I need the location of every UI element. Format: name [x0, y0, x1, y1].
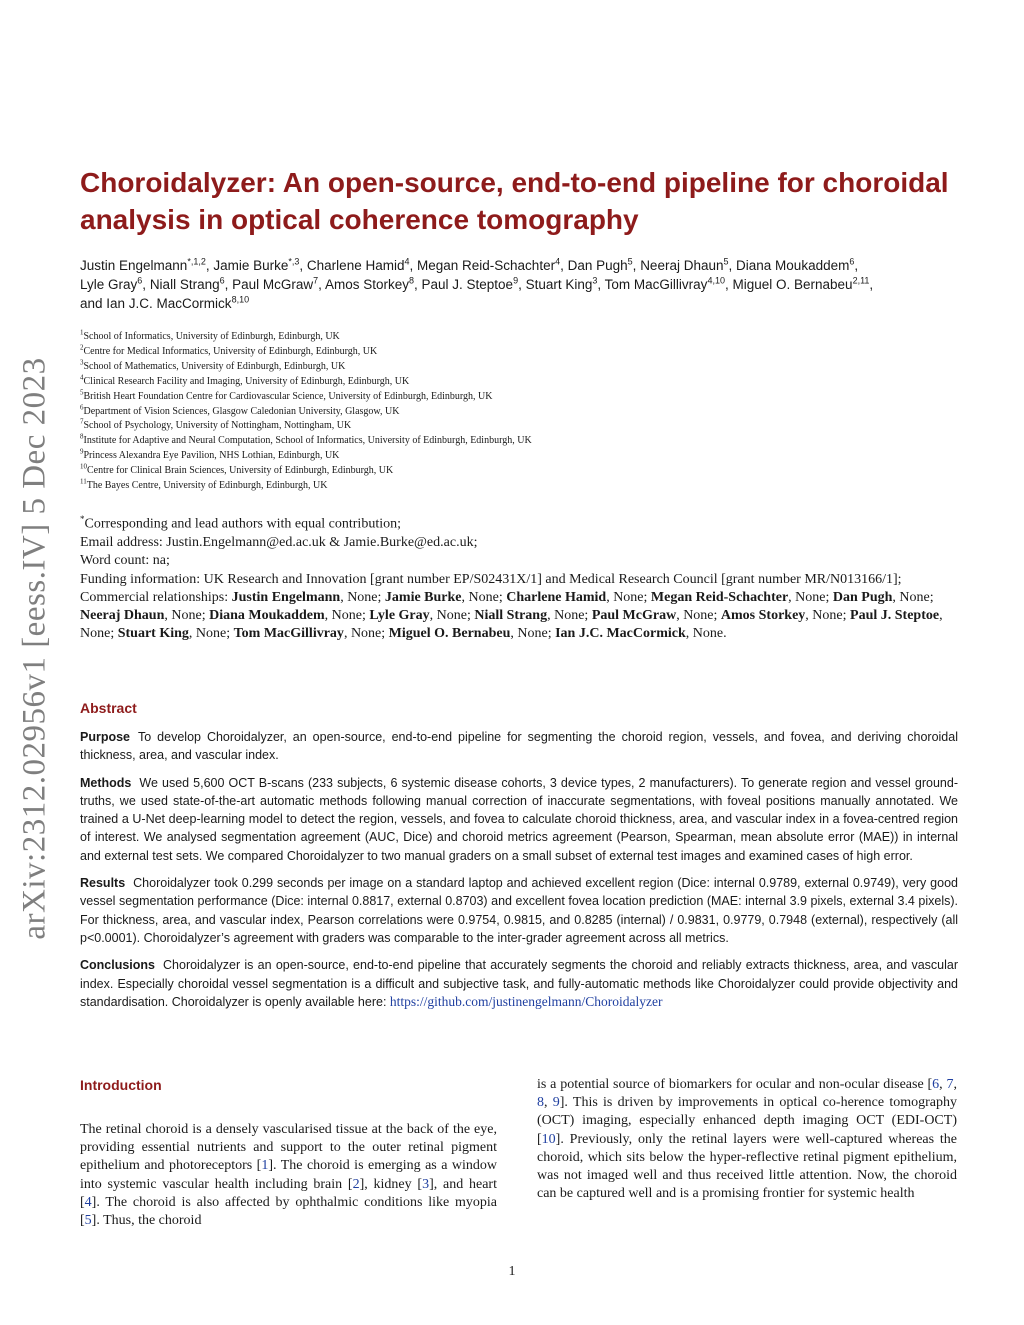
citation-link[interactable]: 8: [537, 1095, 544, 1111]
abstract-results: Results Choroidalyzer took 0.299 seconds per image on a standard laptop and achieved excellent region (Dice: internal 0.9789, external 0.9749), very good vessel segmentation performance (Dice: internal 0.8817, external 0.8703) and excellent fovea location prediction (MAE: internal 3.9 pixels, external 3.4 pixels). For thickness, area, and vascular index, Pearson correlations were 0.9754, 0.9815, and 0.8285 (internal) / 0.9831, 0.9779, 0.7948 (external), respectively (all p<0.0001). Choroidalyzer’s agreement with graders was comparable to the inter-grader agreement across all metrics.: [80, 876, 958, 945]
author-affiliation-marker: 6: [849, 256, 855, 267]
author-name: Neeraj Dhaun: [640, 258, 724, 273]
author-name: Diana Moukaddem: [736, 258, 850, 273]
author-name: Paul McGraw: [232, 277, 314, 292]
citation-link[interactable]: 10: [541, 1131, 556, 1147]
author-affiliation-marker: 6: [219, 275, 225, 286]
page-number: 1: [508, 1264, 516, 1279]
author-name: Megan Reid-Schachter: [417, 258, 556, 273]
author-name: Stuart King: [525, 277, 593, 292]
author-list: Justin Engelmann$^{*,1,2}$, Jamie Burke$^{*,3}$, Charlene Hamid$^4$, Megan Reid-Schachter$^4$, Dan Pugh$^5$, Neeraj Dhaun$^5$, Diana Moukaddem$^6$, Lyle Gray$^6$, Niall Strang$^6$, Paul McGraw$^7$, Amos Storkey$^8$, Paul J. Steptoe$^9$, Stuart King$^3$, Tom MacGillivray$^{4,10}$, Miguel O. Bernabeu$^{2,11}$, and Ian J.C. MacCormick$^{8,10}$: [80, 256, 874, 311]
author-name: Ian J.C. MacCormick: [106, 296, 232, 311]
citation-link[interactable]: 7: [946, 1077, 954, 1092]
affiliation-item: $^1$School of Informatics, University of Edinburgh, Edinburgh, UK: [80, 328, 340, 342]
author-affiliation-marker: 8,10: [231, 294, 250, 305]
author-affiliation-marker: 5: [723, 256, 729, 267]
abstract-heading: Abstract: [80, 700, 137, 716]
author-name: Charlene Hamid: [306, 258, 405, 273]
author-affiliation-marker: 4,10: [707, 275, 725, 286]
author-affiliation-marker: 6: [137, 275, 143, 286]
author-name: Dan Pugh: [567, 258, 628, 273]
citation-link[interactable]: 1: [261, 1158, 269, 1174]
affiliation-item: $^4$Clinical Research Facility and Imaging, University of Edinburgh, Edinburgh, UK: [80, 373, 410, 387]
correspondence-block: [80, 510, 958, 644]
affiliation-item: $^{11}$The Bayes Centre, University of Edinburgh, Edinburgh, UK: [80, 477, 328, 492]
affiliation-list: [80, 330, 960, 494]
affiliation-item: $^9$Princess Alexandra Eye Pavilion, NHS Lothian, Edinburgh, UK: [80, 447, 340, 462]
citation-link[interactable]: 4: [84, 1194, 92, 1210]
author-affiliation-marker: 9: [513, 275, 519, 286]
author-affiliation-marker: 4: [555, 256, 561, 267]
corresponding-note: *Corresponding and lead authors with equal contribution;: [80, 514, 401, 532]
citation-link[interactable]: 9: [552, 1095, 560, 1111]
author-affiliation-marker: *,1,2: [187, 256, 206, 267]
intro-left-column: The retinal choroid is a densely vascularised tissue at the back of the eye, providing essential nutrients and support to the outer retinal pigment epithelium and photoreceptors [1]. The choroid is emerging as a window into systemic vascular health including brain [2], kidney [3], and heart [4]. The choroid is also affected by ophthalmic conditions like myopia [5]. Thus, the choroid: [80, 1122, 497, 1229]
intro-right-column: is a potential source of biomarkers for ocular and non-ocular disease [6, 7, 8, 9]. This is driven by improvements in optical co-herence tomography (OCT) imaging, especially enhanced depth imaging OCT (EDI-OCT) [10]. Previously, only the retinal layers were well-captured whereas the choroid, which sits below the hyper-reflective retinal pigment epithelium, was not imaged well and thus received little attention. Now, the choroid can be captured well and is a promising frontier for systemic health: [537, 1077, 958, 1202]
author-affiliation-marker: *,3: [288, 256, 300, 267]
abstract-body: [80, 728, 958, 1020]
affiliation-item: $^7$School of Psychology, University of Nottingham, Nottingham, UK: [80, 418, 352, 432]
author-name: Jamie Burke: [213, 258, 289, 273]
funding-info: Funding information: UK Research and Innovation [grant number EP/S02431X/1] and Medical Research Council [grant number MR/N013166/1];: [80, 571, 902, 587]
abstract-purpose: Purpose To develop Choroidalyzer, an open-source, end-to-end pipeline for segmenting the choroid region, vessels, and fovea, and deriving choroidal thickness, area, and vascular index.: [80, 730, 958, 763]
author-affiliation-marker: 4: [404, 256, 410, 267]
title-line-2: analysis in optical coherence tomography: [80, 204, 639, 235]
author-name: Tom MacGillivray: [604, 277, 708, 292]
citation-link[interactable]: 2: [352, 1176, 360, 1192]
author-name: Paul J. Steptoe: [421, 277, 514, 292]
introduction-heading: Introduction: [80, 1077, 162, 1093]
author-affiliation-marker: 3: [592, 275, 598, 286]
arxiv-side-stamp: arXiv:2312.02956v1 [eess.IV] 5 Dec 2023: [16, 357, 53, 940]
citation-link[interactable]: 6: [932, 1077, 940, 1092]
citation-link[interactable]: 5: [84, 1213, 92, 1229]
word-count: Word count: na;: [80, 553, 170, 569]
author-affiliation-marker: 2,11: [852, 275, 870, 286]
author-name: Miguel O. Bernabeu: [732, 277, 853, 292]
affiliation-item: $^8$Institute for Adaptive and Neural Computation, School of Informatics, University of Edinburgh, Edinburgh, UK: [80, 433, 532, 447]
github-link[interactable]: https://github.com/justinengelmann/Choroidalyzer: [389, 993, 663, 1009]
affiliation-item: $^{10}$Centre for Clinical Brain Sciences, University of Edinburgh, Edinburgh, UK: [80, 462, 394, 477]
affiliation-item: $^3$School of Mathematics, University of Edinburgh, Edinburgh, UK: [80, 358, 346, 372]
abstract-conclusions: Conclusions Choroidalyzer is an open-source, end-to-end pipeline that accurately segments the choroid and reliably extracts thickness, area, and vascular index. Especially choroidal vessel segmentation is a difficult and subjective task, and fully-automatic methods like Choroidalyzer could provide objectivity and standardisation. Choroidalyzer is openly available here: https://github.com/justinengelmann/Choroidalyzer: [80, 958, 958, 1009]
author-affiliation-marker: 8: [408, 275, 414, 286]
title-line-1: Choroidalyzer: An open-source, end-to-end pipeline for choroidal: [80, 167, 949, 198]
commercial-relationships: Commercial relationships: Justin Engelmann, None; Jamie Burke, None; Charlene Hamid, None; Megan Reid-Schachter, None; Dan Pugh, None; Neeraj Dhaun, None; Diana Moukaddem, None; Lyle Gray, None; Niall Strang, None; Paul McGraw, None; Amos Storkey, None; Paul J. Steptoe, None; Stuart King, None; Tom MacGillivray, None; Miguel O. Bernabeu, None; Ian J.C. MacCormick, None.: [80, 589, 943, 642]
author-affiliation-marker: 7: [313, 275, 319, 286]
affiliation-item: $^2$Centre for Medical Informatics, University of Edinburgh, Edinburgh, UK: [80, 343, 378, 357]
abstract-methods: Methods We used 5,600 OCT B-scans (233 subjects, 6 systemic disease cohorts, 3 device types, 2 manufacturers). To generate region and vessel ground-truths, we used state-of-the-art automatic methods following manual correction of inaccurate segmentations, with foveal positions manually annotated. We trained a U-Net deep-learning model to detect the region, vessels, and fovea to calculate choroid thickness, area, and vascular index in a fovea-centred region of interest. We analysed segmentation agreement (AUC, Dice) and choroid metrics agreement (Pearson, Spearman, mean absolute error (MAE)) in internal and external test sets. We compared Choroidalyzer to two manual graders on a small subset of external test images and examined cases of high error.: [80, 775, 958, 863]
author-name: Niall Strang: [149, 277, 220, 292]
author-name: Lyle Gray: [80, 277, 138, 292]
author-affiliation-marker: 5: [627, 256, 633, 267]
paper-title: [80, 164, 980, 238]
affiliation-item: $^5$British Heart Foundation Centre for Cardiovascular Science, University of Edinburgh, Edinburgh, UK: [80, 388, 493, 402]
email-line: Email address: Justin.Engelmann@ed.ac.uk & Jamie.Burke@ed.ac.uk;: [80, 534, 478, 550]
citation-link[interactable]: 3: [422, 1176, 430, 1192]
affiliation-item: $^6$Department of Vision Sciences, Glasgow Caledonian University, Glasgow, UK: [80, 403, 400, 417]
author-name: Justin Engelmann: [80, 258, 188, 273]
author-name: Amos Storkey: [324, 277, 409, 292]
